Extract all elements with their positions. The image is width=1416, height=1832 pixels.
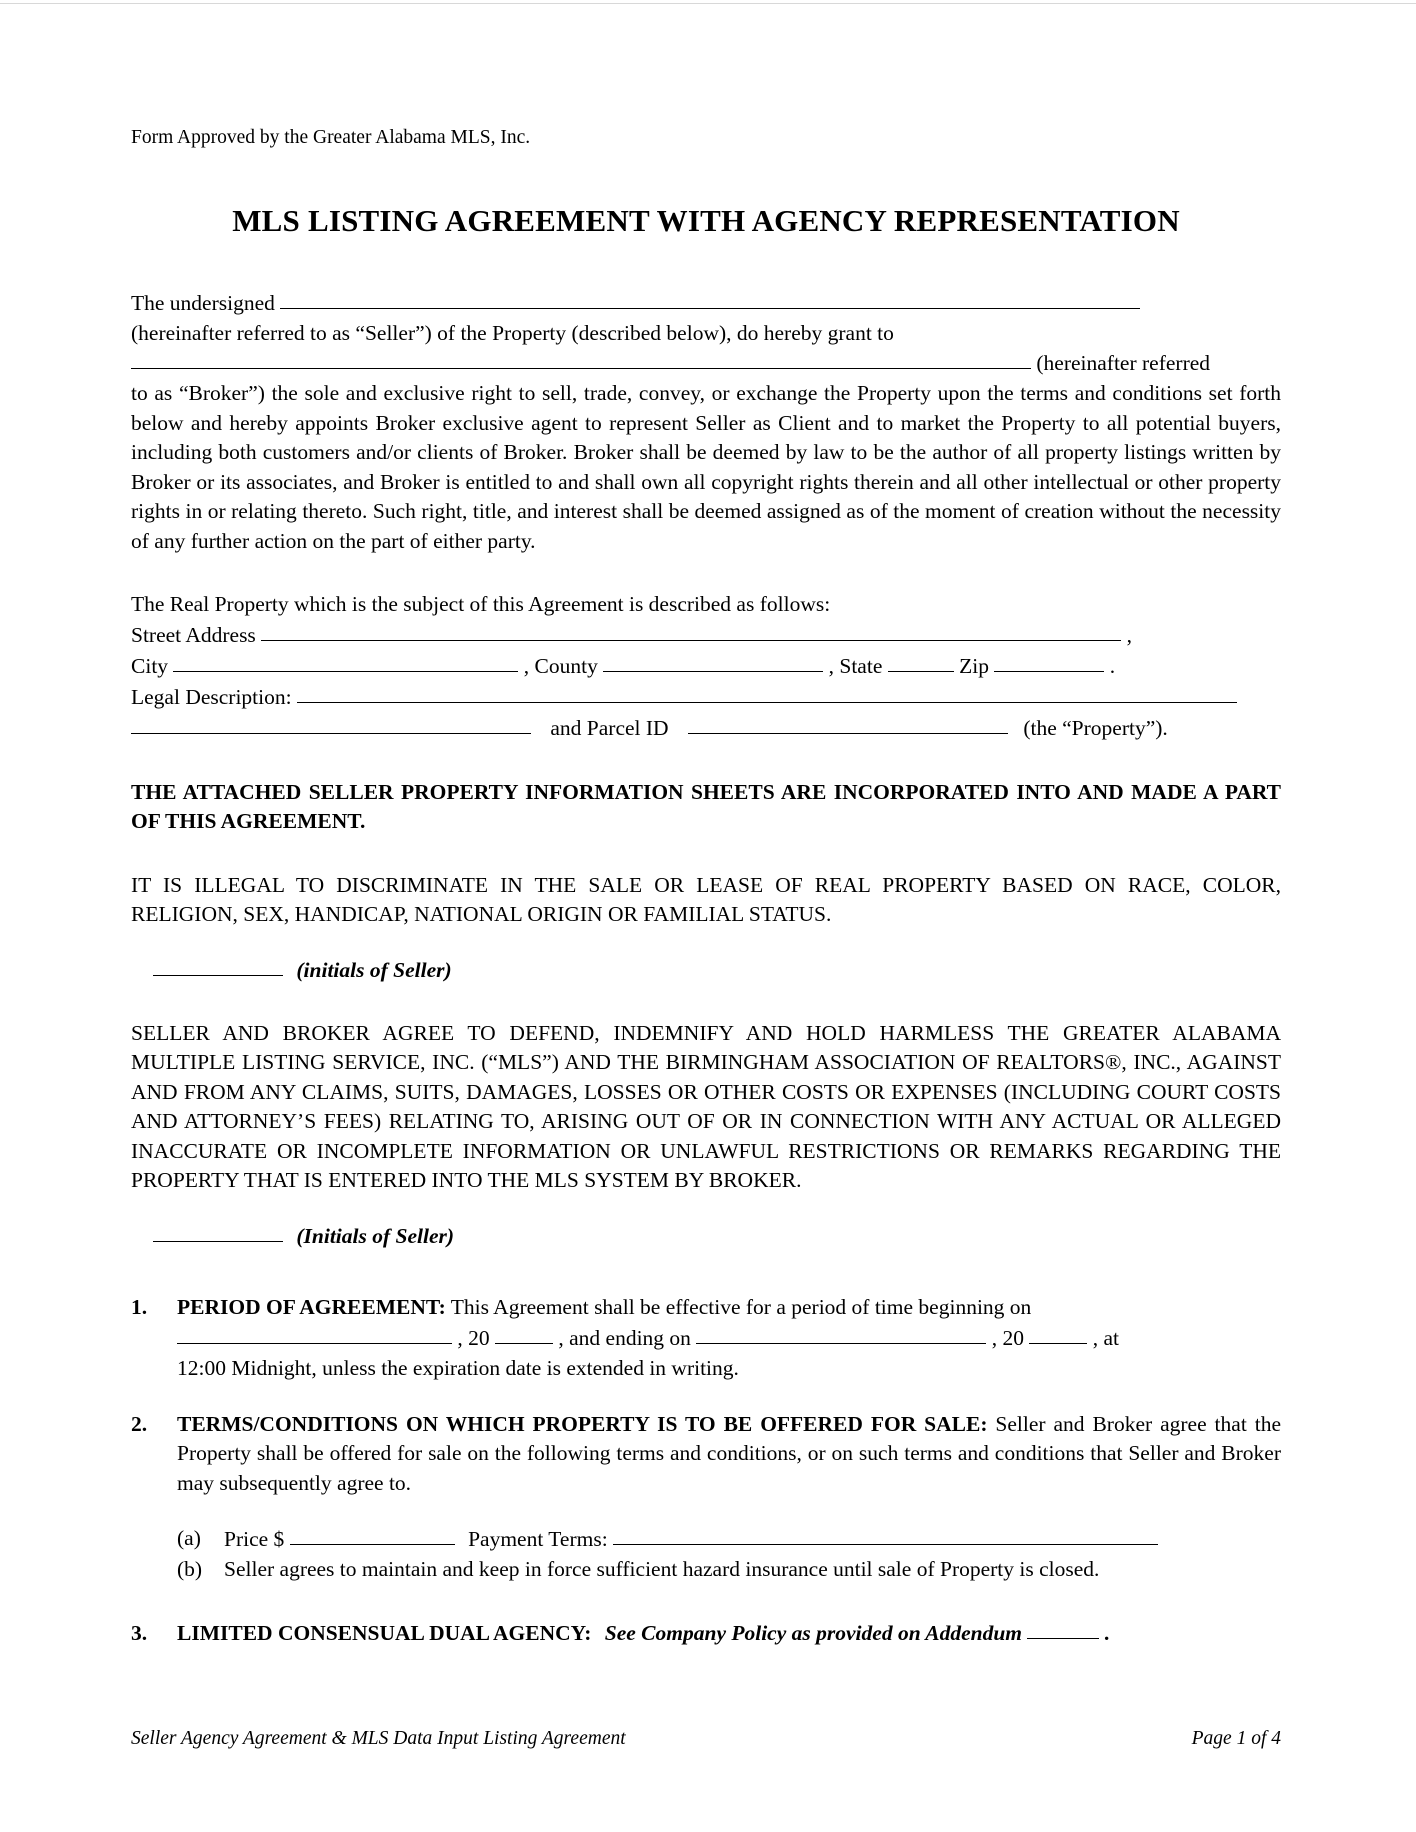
property-intro-line: The Real Property which is the subject of this Agreement is described as follows: [131,592,831,617]
street-address-field[interactable] [261,621,1121,641]
section-1-heading: PERIOD OF AGREEMENT: [177,1294,446,1319]
section-1-mid-text: , and ending on [558,1326,691,1351]
section-3-number: 3. [131,1620,148,1645]
section-1-number: 1. [131,1294,148,1319]
street-address-trailing: , [1126,622,1132,647]
price-label: Price $ [224,1527,285,1552]
section-1 [131,1293,1281,1384]
section-2-number: 2. [131,1411,148,1436]
payment-terms-label: Payment Terms: [468,1527,608,1552]
parcel-id-label: and Parcel ID [550,715,669,740]
section-3-body [177,1619,1281,1649]
section-1-text: This Agreement shall be effective for a period of time beginning on [450,1294,1032,1319]
footer-right-text: Page 1 of 4 [1191,1728,1281,1749]
footer-left-text: Seller Agency Agreement & MLS Data Input Listing Agreement [131,1728,626,1749]
initials-row-2 [131,1222,1281,1251]
section-3-tail: . [1104,1620,1111,1645]
section-1-dates-row [177,1323,1281,1354]
subitem-b-marker: (b) [177,1557,203,1582]
section-2 [131,1410,1281,1499]
addendum-field[interactable] [1027,1619,1099,1639]
property-trailing-text: (the “Property”). [1023,715,1168,740]
end-year-prefix: , 20 [991,1326,1024,1351]
broker-name-row [131,348,1281,379]
seller-initials-field-2[interactable] [153,1222,283,1242]
legal-description-field-continued[interactable] [131,714,531,734]
page-footer [131,1728,1281,1750]
parcel-id-row [131,713,1281,744]
legal-description-label: Legal Description: [131,684,292,709]
city-county-state-zip-row [131,651,1281,682]
intro-line-2: (hereinafter referred to as “Seller”) of the Property (described below), do hereby grant to [131,320,894,345]
subitem-b-body: Seller agrees to maintain and keep in force sufficient hazard insurance until sale of Property is closed. [224,1557,1100,1582]
intro-block [131,288,1281,557]
payment-terms-field[interactable] [613,1525,1158,1545]
state-label: , State [828,653,883,678]
section-2-heading: TERMS/CONDITIONS ON WHICH PROPERTY IS TO BE OFFERED FOR SALE: [177,1411,988,1436]
section-3 [131,1619,1281,1649]
section-3-italic-text: See Company Policy as provided on Addendum [604,1620,1022,1645]
city-field[interactable] [173,652,518,672]
section-2-subitem-a [131,1524,1281,1555]
legal-description-field[interactable] [297,683,1237,703]
street-address-label: Street Address [131,622,256,647]
zip-label: Zip [959,653,989,678]
section-1-tail: , at [1092,1326,1119,1351]
begin-year-prefix: , 20 [457,1326,490,1351]
section-2-text: Seller and Broker agree that the Property shall be offered for sale on the following terms and conditions, or on such terms and conditions that Seller and Broker may subsequently agree to. [177,1411,1281,1495]
begin-date-field[interactable] [177,1324,452,1344]
hereinafter-referred-text: (hereinafter referred [1036,351,1211,376]
seller-initials-field-1[interactable] [153,956,283,976]
page-title: MLS LISTING AGREEMENT WITH AGENCY REPRESENTATION [232,203,1180,239]
section-2-subitem-b [131,1555,1281,1585]
county-field[interactable] [603,652,823,672]
legal-description-row [131,682,1281,713]
state-field[interactable] [888,652,954,672]
initials-label-2: (Initials of Seller) [296,1223,455,1248]
subitem-a-marker: (a) [177,1526,201,1551]
begin-year-field[interactable] [495,1324,553,1344]
street-address-row [131,620,1281,651]
section-3-heading: LIMITED CONSENSUAL DUAL AGENCY: [177,1620,592,1645]
document-content [131,126,1281,1648]
undersigned-label: The undersigned [131,290,275,315]
subitem-a-body [224,1524,1281,1555]
undersigned-row [131,288,1281,319]
page-top-rule [0,0,1416,4]
indemnity-notice: SELLER AND BROKER AGREE TO DEFEND, INDEMNIFY AND HOLD HARMLESS THE GREATER ALABAMA MULTIPLE LISTING SERVICE, INC. (“MLS”) AND THE BIRMINGHAM ASSOCIATION OF REALTORS®, INC., AGAINST AND FROM ANY CLAIMS, SUITS, DAMAGES, LOSSES OR OTHER COSTS OR EXPENSES (INCLUDING COURT COSTS AND ATTORNEY’S FEES) RELATING TO, ARISING OUT OF OR IN CONNECTION WITH ANY ACTUAL OR ALLEGED INACCURATE OR INCOMPLETE INFORMATION OR UNLAWFUL RESTRICTIONS OR REMARKS REGARDING THE PROPERTY THAT IS ENTERED INTO THE MLS SYSTEM BY BROKER. [131,1020,1281,1193]
zip-field[interactable] [994,652,1104,672]
section-1-body [177,1293,1281,1384]
section-2-body [177,1410,1281,1499]
seller-name-field[interactable] [280,289,1140,309]
initials-label-1: (initials of Seller) [296,957,452,982]
zip-trailing: . [1109,653,1116,678]
parcel-id-field[interactable] [688,714,1008,734]
intro-body-paragraph: to as “Broker”) the sole and exclusive right to sell, trade, convey, or exchange the Property upon the terms and conditions set forth below and hereby appoints Broker exclusive agent to represent Seller as Client and to market the Property to all potential buyers, including both customers and/or clients of Broker. Broker shall be deemed by law to be the author of all property listings written by Broker or its associates, and Broker is entitled to and shall own all copyright rights therein and all other intellectual or other property rights in or relating thereto. Such right, title, and interest shall be deemed assigned as of the moment of creation without the necessity of any further action on the part of either party. [131,381,1281,553]
attached-sheets-notice: THE ATTACHED SELLER PROPERTY INFORMATION SHEETS ARE INCORPORATED INTO AND MADE A PART OF THIS AGREEMENT. [131,779,1281,834]
section-1-last-line: 12:00 Midnight, unless the expiration date is extended in writing. [177,1356,739,1381]
price-field[interactable] [290,1525,455,1545]
county-label: , County [523,653,598,678]
end-year-field[interactable] [1029,1324,1087,1344]
broker-name-field[interactable] [131,349,1031,369]
initials-row-1 [131,956,1281,985]
discrimination-notice: IT IS ILLEGAL TO DISCRIMINATE IN THE SALE OR LEASE OF REAL PROPERTY BASED ON RACE, COLOR, RELIGION, SEX, HANDICAP, NATIONAL ORIGIN OR FAMILIAL STATUS. [131,872,1281,927]
property-description-block [131,590,1281,744]
form-approval-note: Form Approved by the Greater Alabama MLS, Inc. [131,127,531,148]
city-label: City [131,653,169,678]
end-date-field[interactable] [696,1324,986,1344]
